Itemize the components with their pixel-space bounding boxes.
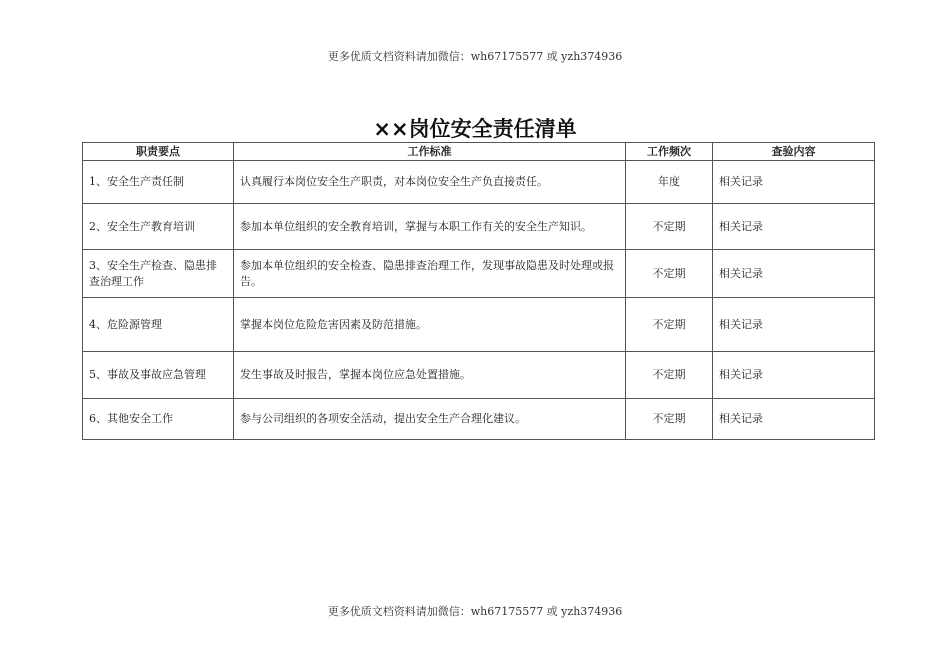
check-cell: 相关记录 [713,298,875,352]
table-row [83,352,875,399]
check-cell: 相关记录 [713,399,875,440]
frequency-cell: 不定期 [626,352,713,399]
header-note: 更多优质文档资料请加微信：wh67175577 或 yzh374936 [327,50,623,63]
check-cell: 相关记录 [713,352,875,399]
check-cell: 相关记录 [713,204,875,250]
responsibility-table [82,142,875,440]
check-cell: 相关记录 [713,250,875,298]
column-header-frequency: 工作频次 [626,143,713,161]
duty-cell: 1、安全生产责任制 [83,161,234,204]
standard-cell: 认真履行本岗位安全生产职责，对本岗位安全生产负直接责任。 [234,161,626,204]
standard-cell: 参与公司组织的各项安全活动，提出安全生产合理化建议。 [234,399,626,440]
standard-cell: 参加本单位组织的安全检查、隐患排查治理工作，发现事故隐患及时处理或报告。 [234,250,626,298]
table-row [83,399,875,440]
frequency-cell: 年度 [626,161,713,204]
column-header-duty: 职责要点 [83,143,234,161]
frequency-cell: 不定期 [626,399,713,440]
duty-cell: 4、危险源管理 [83,298,234,352]
footer-note: 更多优质文档资料请加微信：wh67175577 或 yzh374936 [327,605,623,618]
check-cell: 相关记录 [713,161,875,204]
frequency-cell: 不定期 [626,298,713,352]
frequency-cell: 不定期 [626,204,713,250]
column-header-check: 查验内容 [713,143,875,161]
standard-cell: 发生事故及时报告，掌握本岗位应急处置措施。 [234,352,626,399]
standard-cell: 掌握本岗位危险危害因素及防范措施。 [234,298,626,352]
duty-cell: 2、安全生产教育培训 [83,204,234,250]
duty-cell: 5、事故及事故应急管理 [83,352,234,399]
table-row [83,250,875,298]
document-title: ××岗位安全责任清单 [373,117,577,141]
column-header-standard: 工作标准 [234,143,626,161]
duty-cell: 3、安全生产检查、隐患排查治理工作 [83,250,234,298]
table-row [83,204,875,250]
frequency-cell: 不定期 [626,250,713,298]
table-row [83,161,875,204]
table-header-row [83,143,875,161]
table-row [83,298,875,352]
standard-cell: 参加本单位组织的安全教育培训，掌握与本职工作有关的安全生产知识。 [234,204,626,250]
duty-cell: 6、其他安全工作 [83,399,234,440]
